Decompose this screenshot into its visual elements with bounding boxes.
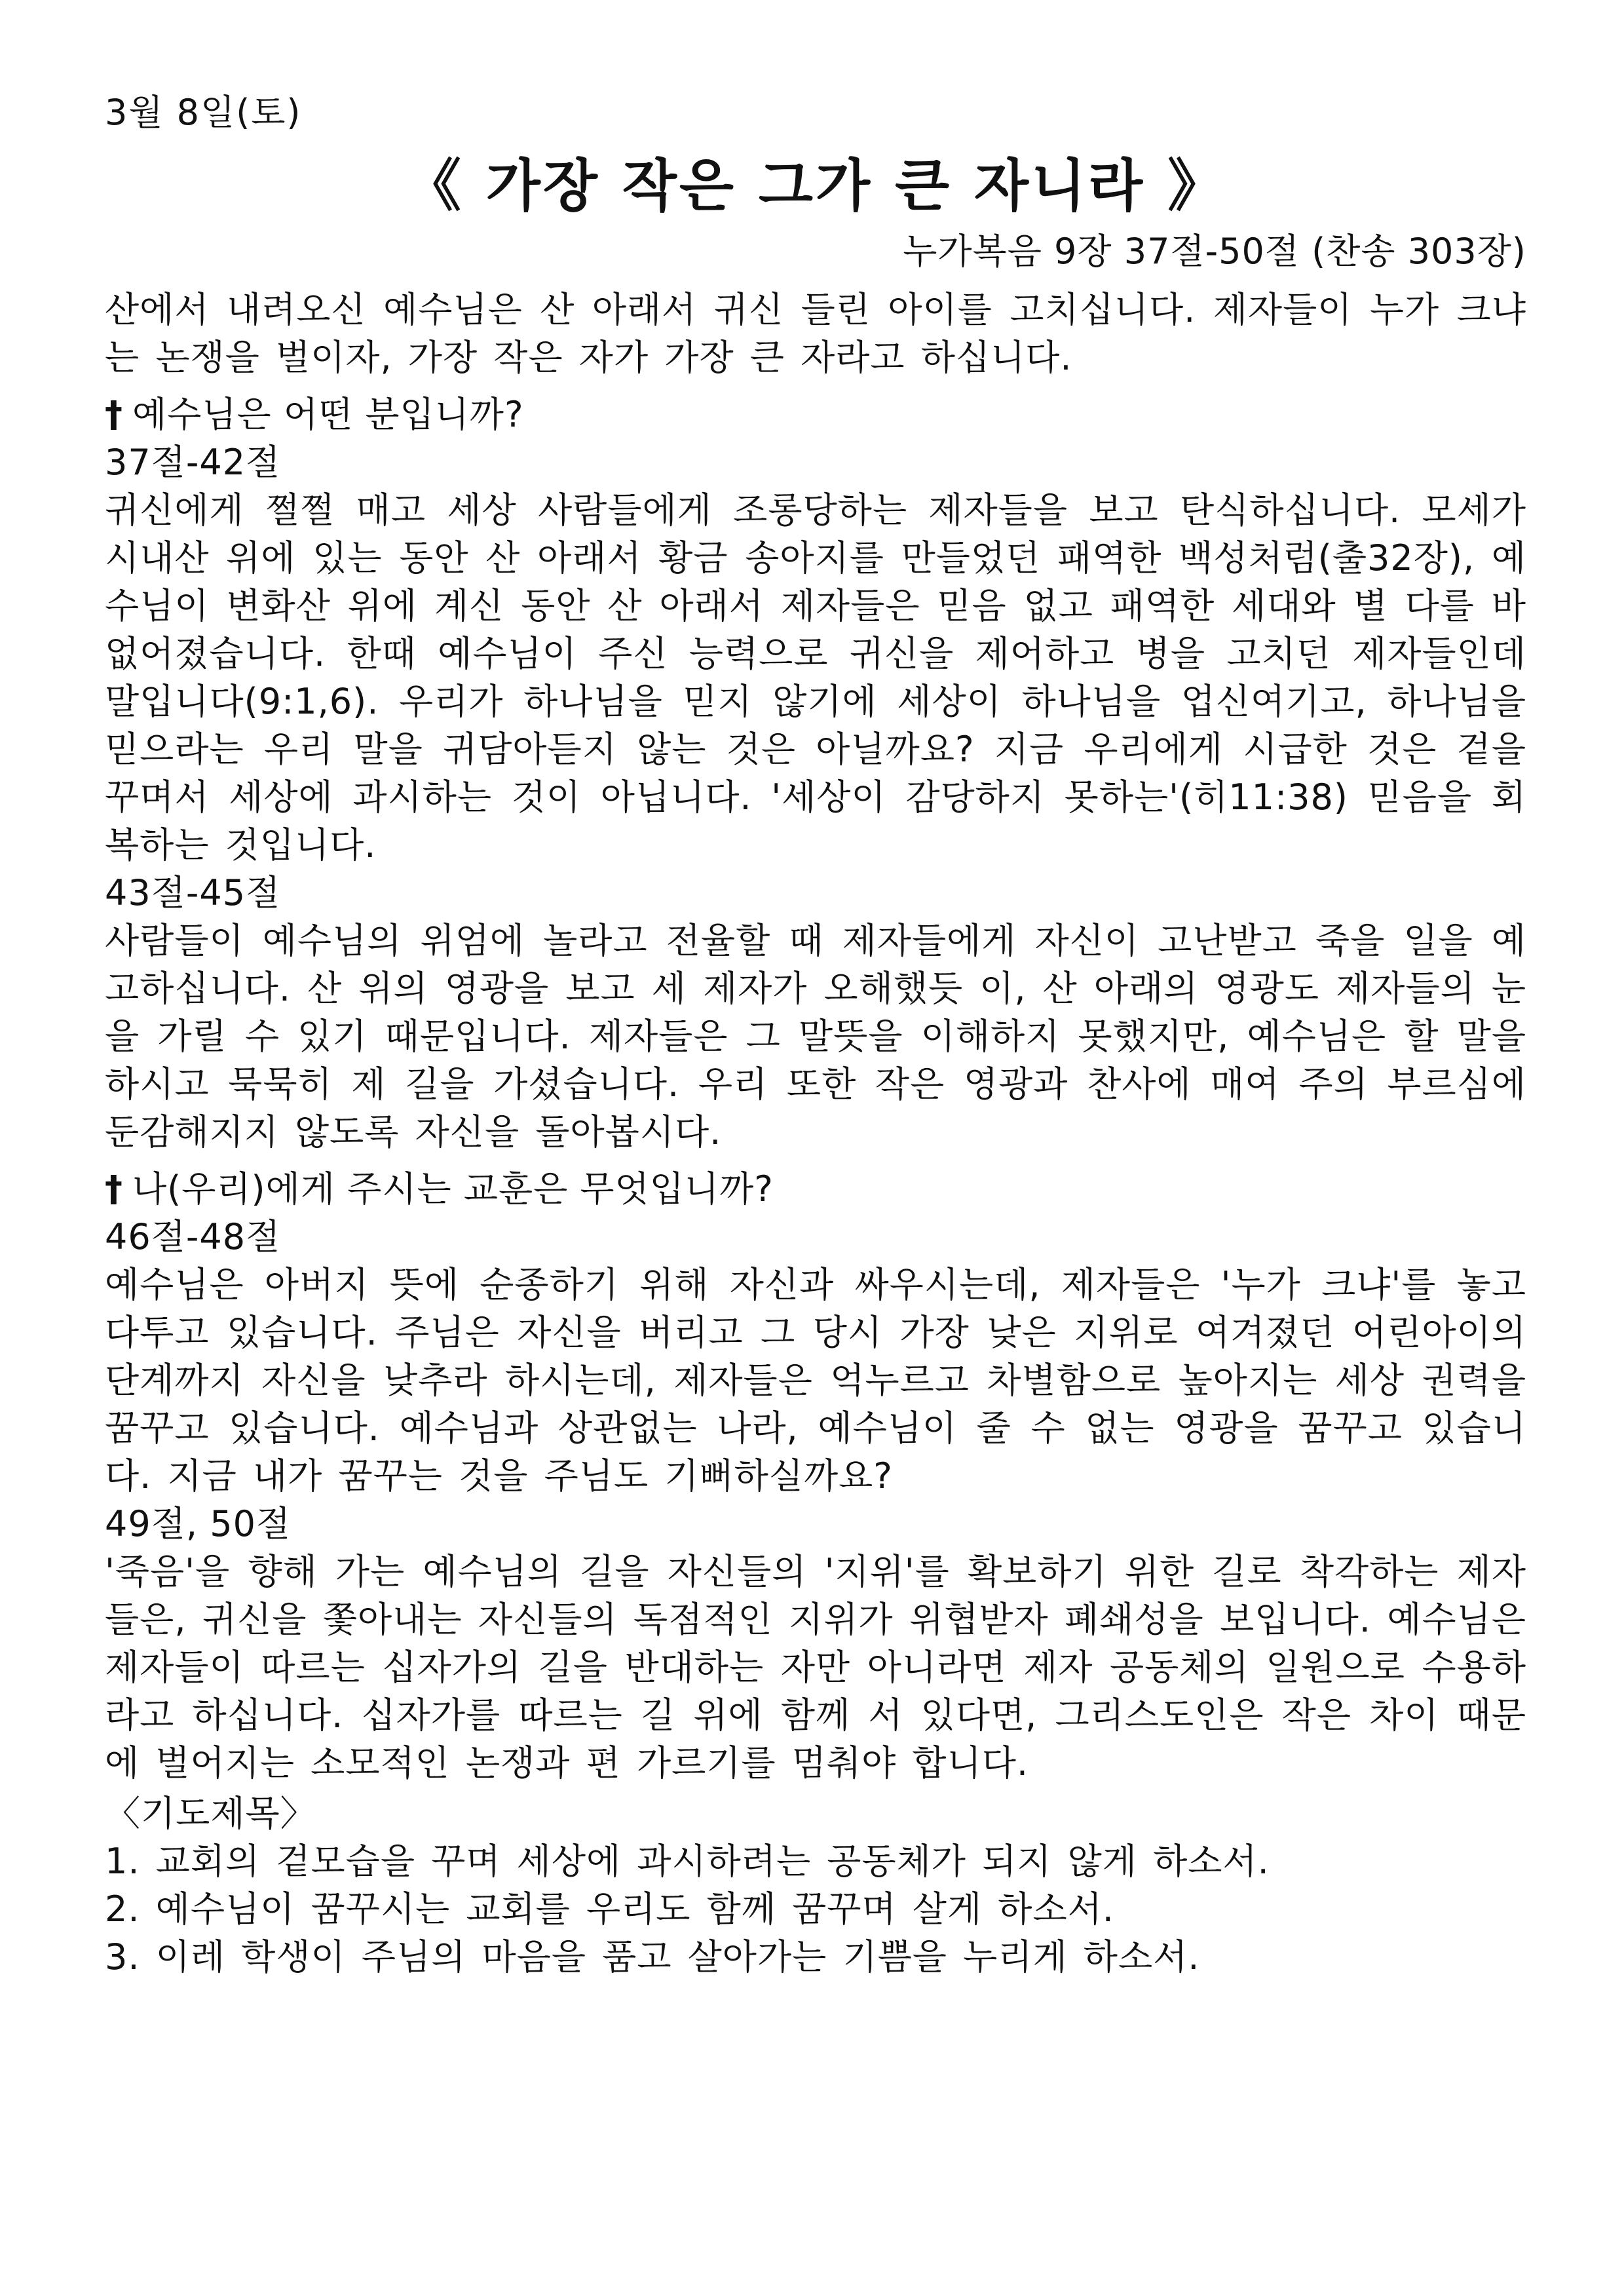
passage-text: 예수님은 아버지 뜻에 순종하기 위해 자신과 싸우시는데, 제자들은 '누가 크냐'를 놓고 다투고 있습니다. 주님은 자신을 버리고 그 당시 가장 낮은 지위로 여겨졌던 어린아이의 단계까지 자신을 낮추라 하시는데, 제자들은 억누르고 차별함으로 높아지는 세상 권력을 꿈꾸고 있습니다. 예수님과 상관없는 나라, 예수님이 줄 수 없는 영광을 꿈꾸고 있습니다. 지금 내가 꿈꾸는 것을 주님도 기뻐하실까요? [105,1264,1526,1497]
intro-paragraph: 산에서 내려오신 예수님은 산 아래서 귀신 들린 아이를 고치십니다. 제자들이 누가 크냐는 논쟁을 벌이자, 가장 작은 자가 가장 큰 자라고 하십니다. [105,289,1526,378]
scripture-reference: 누가복음 9장 37절-50절 (찬송 303장) [903,231,1526,272]
cross-icon: † [105,1168,123,1210]
page-title: 《 가장 작은 그가 큰 자니라 》 [404,153,1227,219]
devotional-page [105,85,1526,1981]
passage-text: 사람들이 예수님의 위엄에 놀라고 전율할 때 제자들에게 자신이 고난받고 죽을 일을 예고하십니다. 산 위의 영광을 보고 세 제자가 오해했듯 이, 산 아래의 영광도 제자들의 눈을 가릴 수 있기 때문입니다. 제자들은 그 말뜻을 이해하지 못했지만, 예수님은 할 말을 하시고 묵묵히 제 길을 가셨습니다. 우리 또한 작은 영광과 찬사에 매여 주의 부르심에 둔감해지지 않도록 자신을 돌아봅시다. [105,920,1526,1153]
date-label: 3월 8일(토) [105,92,302,133]
verse-range: 49절, 50절 [105,1503,292,1544]
prayer-list [105,1837,1526,1981]
prayer-item: 3. 이레 학생이 주님의 마음을 품고 살아가는 기쁨을 누리게 하소서. [105,1936,1200,1978]
section-question-text: 나(우리)에게 주시는 교훈은 무엇입니까? [132,1168,774,1210]
section-question [105,1165,1526,1213]
section-who-is-jesus [105,391,1526,1156]
prayer-item: 2. 예수님이 꿈꾸시는 교회를 우리도 함께 꿈꾸며 살게 하소서. [105,1888,1114,1930]
section-question-text: 예수님은 어떤 분입니까? [132,394,524,435]
passage-text: 귀신에게 쩔쩔 매고 세상 사람들에게 조롱당하는 제자들을 보고 탄식하십니다. 모세가 시내산 위에 있는 동안 산 아래서 황금 송아지를 만들었던 패역한 백성처럼(출32장), 예수님이 변화산 위에 계신 동안 산 아래서 제자들은 믿음 없고 패역한 세대와 별 다를 바 없어졌습니다. 한때 예수님이 주신 능력으로 귀신을 제어하고 병을 고치던 제자들인데 말입니다(9:1,6). 우리가 하나님을 믿지 않기에 세상이 하나님을 업신여기고, 하나님을 믿으라는 우리 말을 귀담아듣지 않는 것은 아닐까요? 지금 우리에게 시급한 것은 겉을 꾸며서 세상에 과시하는 것이 아닙니다. '세상이 감당하지 못하는'(히11:38) 믿음을 회복하는 것입니다. [105,489,1526,866]
cross-icon: † [105,394,123,435]
prayer-heading: 〈기도제목〉 [105,1793,316,1834]
section-question [105,391,1526,438]
verse-range: 46절-48절 [105,1216,281,1257]
verse-range: 43절-45절 [105,872,281,913]
passage-text: '죽음'을 향해 가는 예수님의 길을 자신들의 '지위'를 확보하기 위한 길로 착각하는 제자들은, 귀신을 쫓아내는 자신들의 독점적인 지위가 위협받자 폐쇄성을 보입니다. 예수님은 제자들이 따르는 십자가의 길을 반대하는 자만 아니라면 제자 공동체의 일원으로 수용하라고 하십니다. 십자가를 따르는 길 위에 함께 서 있다면, 그리스도인은 작은 차이 때문에 벌어지는 소모적인 논쟁과 편 가르기를 멈춰야 합니다. [105,1551,1526,1784]
verse-range: 37절-42절 [105,442,281,483]
prayer-item: 1. 교회의 겉모습을 꾸며 세상에 과시하려는 공동체가 되지 않게 하소서. [105,1841,1270,1882]
section-lesson [105,1165,1526,1787]
